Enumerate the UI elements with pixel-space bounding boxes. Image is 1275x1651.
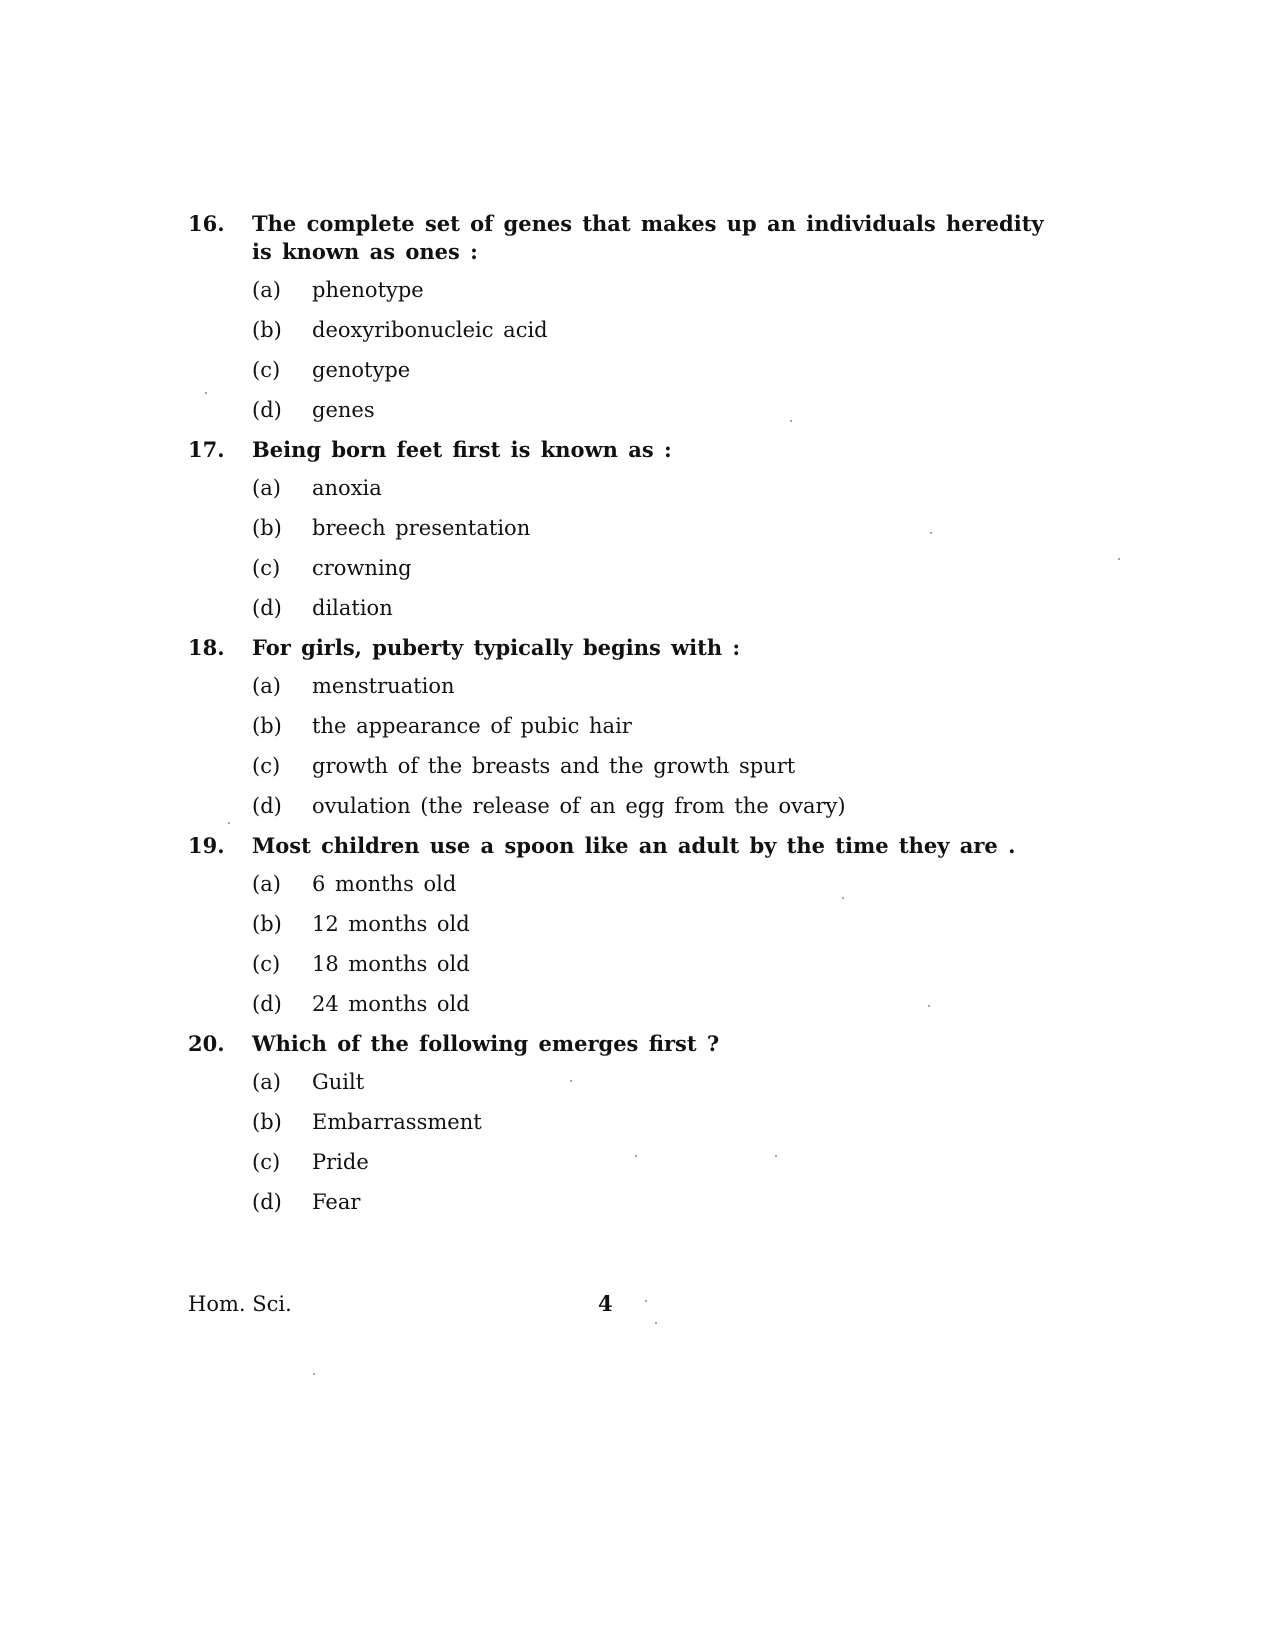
option-label: (d) (252, 794, 282, 818)
option-label: (d) (252, 398, 282, 422)
scan-speck (313, 1373, 315, 1375)
option-label: (a) (252, 1070, 281, 1094)
option-label: (c) (252, 358, 281, 382)
option-d (252, 1188, 1048, 1228)
question-text: Most children use a spoon like an adult by the time they are . (252, 833, 1016, 858)
question-19 (188, 832, 1048, 1030)
question-17 (188, 436, 1048, 634)
question-text: The complete set of genes that makes up an individuals heredity is known as ones : (252, 211, 1044, 264)
page-footer (188, 1290, 1048, 1320)
option-a (252, 672, 1048, 712)
option-list (252, 276, 1048, 436)
option-text: Guilt (312, 1070, 365, 1094)
option-c (252, 356, 1048, 396)
option-text: 12 months old (312, 912, 470, 936)
question-header (188, 436, 1048, 474)
option-text: menstruation (312, 674, 455, 698)
scan-speck (205, 392, 207, 394)
question-number: 20. (188, 1031, 225, 1056)
option-label: (b) (252, 1110, 282, 1134)
scan-speck (635, 1155, 637, 1157)
option-text: phenotype (312, 278, 424, 302)
scan-speck (928, 1005, 930, 1007)
option-list (252, 474, 1048, 634)
page-number: 4 (598, 1291, 613, 1316)
option-label: (b) (252, 318, 282, 342)
option-text: Pride (312, 1150, 369, 1174)
question-text: Being born feet first is known as : (252, 437, 672, 462)
option-text: dilation (312, 596, 393, 620)
scan-speck (228, 822, 230, 824)
option-text: growth of the breasts and the growth spurt (312, 754, 796, 778)
question-number: 17. (188, 437, 225, 462)
scan-speck (775, 1155, 777, 1157)
option-c (252, 950, 1048, 990)
option-a (252, 474, 1048, 514)
option-label: (c) (252, 952, 281, 976)
option-label: (b) (252, 912, 282, 936)
option-a (252, 1068, 1048, 1108)
option-list (252, 1068, 1048, 1228)
option-d (252, 594, 1048, 634)
option-a (252, 276, 1048, 316)
question-text: Which of the following emerges first ? (252, 1031, 720, 1056)
option-text: breech presentation (312, 516, 531, 540)
option-label: (a) (252, 674, 281, 698)
question-list (188, 210, 1048, 1228)
scan-speck (570, 1080, 572, 1082)
option-c (252, 554, 1048, 594)
option-label: (b) (252, 714, 282, 738)
option-d (252, 990, 1048, 1030)
option-label: (a) (252, 278, 281, 302)
question-number: 19. (188, 833, 225, 858)
option-b (252, 712, 1048, 752)
option-b (252, 1108, 1048, 1148)
option-text: genes (312, 398, 375, 422)
subject-code: Hom. Sci. (188, 1292, 292, 1316)
option-label: (d) (252, 992, 282, 1016)
option-text: deoxyribonucleic acid (312, 318, 548, 342)
option-label: (c) (252, 556, 281, 580)
option-label: (c) (252, 1150, 281, 1174)
question-text: For girls, puberty typically begins with : (252, 635, 741, 660)
option-text: Fear (312, 1190, 361, 1214)
scan-speck (790, 420, 792, 422)
option-text: genotype (312, 358, 411, 382)
option-text: Embarrassment (312, 1110, 482, 1134)
question-18 (188, 634, 1048, 832)
question-header (188, 1030, 1048, 1068)
option-c (252, 1148, 1048, 1188)
option-d (252, 792, 1048, 832)
option-text: 6 months old (312, 872, 457, 896)
option-label: (d) (252, 596, 282, 620)
scan-speck (1118, 558, 1120, 560)
scan-speck (930, 532, 932, 534)
question-number: 18. (188, 635, 225, 660)
option-label: (c) (252, 754, 281, 778)
option-c (252, 752, 1048, 792)
option-d (252, 396, 1048, 436)
question-number: 16. (188, 211, 225, 236)
option-label: (d) (252, 1190, 282, 1214)
option-text: 18 months old (312, 952, 470, 976)
option-b (252, 514, 1048, 554)
question-header (188, 210, 1048, 276)
option-list (252, 672, 1048, 832)
option-b (252, 316, 1048, 356)
question-header (188, 634, 1048, 672)
question-20 (188, 1030, 1048, 1228)
option-label: (a) (252, 476, 281, 500)
option-text: crowning (312, 556, 412, 580)
option-text: the appearance of pubic hair (312, 714, 632, 738)
option-label: (a) (252, 872, 281, 896)
option-label: (b) (252, 516, 282, 540)
question-header (188, 832, 1048, 870)
option-text: anoxia (312, 476, 382, 500)
scan-speck (655, 1322, 657, 1324)
scan-speck (645, 1300, 647, 1302)
option-text: 24 months old (312, 992, 470, 1016)
question-16 (188, 210, 1048, 436)
option-b (252, 910, 1048, 950)
option-a (252, 870, 1048, 910)
scan-speck (842, 897, 844, 899)
option-text: ovulation (the release of an egg from the ovary) (312, 794, 846, 818)
